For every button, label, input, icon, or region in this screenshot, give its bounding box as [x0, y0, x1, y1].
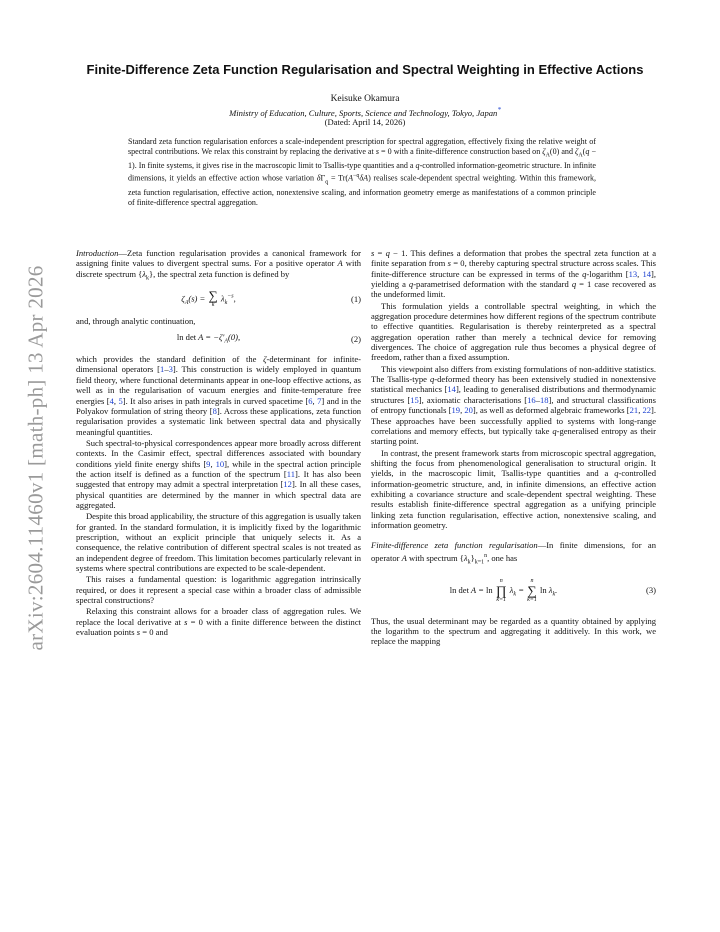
paragraph: Finite-difference zeta function regularisation—In finite dimensions, for an operator A with spectrum $\{\lambda_k\}_{k=1}^n$, one has: [371, 540, 656, 566]
math-symbol: δ: [316, 173, 321, 183]
subscript: k=1: [474, 559, 485, 566]
paragraph: Introduction—Zeta function regularisation provides a canonical framework for assigning finite values to divergent spectral sums. For a positive operator A with discrete spectrum $\{\lambda_k\}$, the spectral zeta function is defined by: [76, 248, 361, 282]
citation-link[interactable]: 4: [109, 395, 114, 406]
superscript: −q: [353, 173, 360, 180]
paragraph: This viewpoint also differs from existing formulations of non-additive statistics. The Tsallis-type q-deformed theory has been extensively studied in nonextensive statistical mechanics [14], leading to generalised distributions and thermodynamic structures [15], axiomatic characterisations [16–18], and structural classifications of entropy functionals [19, 20], as well as deformed algebraic frameworks [21, 22]. These approaches have been successfully applied to systems with long-range correlations and memory effects, but typically take q-generalised entropy as their starting point.: [371, 363, 657, 447]
citation-link[interactable]: 3: [168, 364, 173, 375]
citation-link[interactable]: 13: [628, 268, 638, 279]
abstract: Standard zeta function regularisation enforces a scale-independent prescription for spectral aggregation, effectively fixing the relative weight of spectral contributions. We relax this constraint by replacing the derivative at s = 0 with a finite-difference construction based on $\zeta_A(0)$ and $\zeta_A(q - 1)$. In finite systems, it gives rise in the macroscopic limit to Tsallis-type quantities and a q-controlled information-geometric structure. In infinite dimensions, it yields an effective action whose variation $\delta\Gamma_q = Tr(A^{-q}\delta A)$ realises scale-dependent spectral weighting. Within this framework, zeta function regularisation, effective action, nonextensive scaling, and information geometry emerge as manifestations of a common principle of finite-difference spectral aggregation.: [128, 137, 596, 207]
citation-link[interactable]: 22: [642, 405, 652, 416]
citation-link[interactable]: 15: [410, 394, 419, 405]
math-symbol: q: [552, 425, 557, 436]
math-symbol: A: [401, 552, 407, 563]
citation-link[interactable]: 1: [160, 364, 165, 375]
paragraph: Such spectral-to-physical correspondences appear more broadly across different contexts. In the Casimir effect, spectral differences associated with boundary conditions yield finite energy shifts [9, 10], while in the spectral action principle the action itself is defined as a function of the spectrum [11]. It has also been suggested that entropy may admit a spectral interpretation [12]. In all these cases, physical quantities are determined by the manner in which spectral data are aggregated.: [76, 437, 361, 510]
math-symbol: ζ: [542, 147, 546, 157]
equation-1: $\zeta_A(s)$ = ∑ k $\lambda_k^{-s}$, (1): [181, 287, 361, 308]
paragraph: This raises a fundamental question: is logarithmic aggregation intrinsically required, or does it represent a special case within a broader class of admissible spectral constructions?: [76, 574, 361, 606]
equation-number: (3): [646, 585, 656, 596]
citation-link[interactable]: 7: [317, 395, 322, 406]
math-symbol: Finite-difference zeta function regularisation: [371, 540, 538, 551]
superscript: n: [484, 552, 488, 559]
equation-2: $\ln \det A = -\zeta'_A(0)$, (2): [176, 332, 361, 345]
math-symbol: A: [348, 173, 354, 183]
math-symbol: ζ: [263, 354, 267, 365]
citation-link[interactable]: 18: [539, 394, 549, 405]
citation-link[interactable]: 14: [642, 268, 652, 279]
left-column: [76, 248, 361, 638]
citation-link[interactable]: 16: [527, 394, 536, 405]
equation-number: (1): [351, 294, 361, 305]
arxiv-id: arXiv:2604.11460v1 [math-ph] 13 Apr 2026: [23, 265, 48, 651]
math-symbol: s: [136, 627, 141, 638]
citation-link[interactable]: 14: [447, 384, 456, 395]
paragraph: and, through analytic continuation,: [76, 315, 196, 326]
subscript: A: [578, 152, 583, 159]
subscript: q: [325, 179, 329, 186]
citation-link[interactable]: 11: [286, 468, 295, 479]
affiliation-footnote-link[interactable]: *: [497, 106, 501, 114]
math-symbol: s: [184, 616, 188, 627]
math-symbol: s: [371, 248, 375, 258]
citation-link[interactable]: 20: [464, 405, 473, 416]
citation-link[interactable]: 8: [212, 405, 217, 416]
math-symbol: q: [614, 468, 619, 479]
math-symbol: Introduction: [76, 248, 119, 258]
citation-link[interactable]: 6: [308, 395, 313, 406]
math-symbol: q: [385, 248, 390, 258]
math-symbol: s: [375, 147, 379, 157]
paragraph: which provides the standard definition of the ζ-determinant for infinite-dimensional operators [1–3]. This construction is widely employed in quantum field theory, where functional determinants appear in one-loop effective actions, as well as in the regularisation of vacuum energies and finite-temperature free energies [4, 5]. It also arises in path integrals in curved spacetime [6, 7] and in the Polyakov formulation of string theory [8]. Across these applications, zeta function regularisation provides a systematic link between spectral data and physically meaningful quantities.: [76, 354, 362, 437]
math-symbol: λ: [142, 268, 146, 279]
date-line: (Dated: April 14, 2026): [324, 117, 406, 127]
author: Keisuke Okamura: [330, 94, 400, 104]
math-symbol: q: [582, 268, 587, 279]
paragraph: Relaxing this constraint allows for a broader class of aggregation rules. We replace the local derivative at s = 0 with a finite difference between the distinct evaluation points s = 0 and: [76, 606, 361, 638]
citation-link[interactable]: 10: [215, 458, 225, 469]
paragraph: s = q − 1. This defines a deformation that probes the spectral zeta function at a finite separation from s = 0, thereby capturing spectral structure across scales. This finite-difference structure can be expressed in terms of the q-logarithm [13, 14], yielding a q-parametrised deformation with the standard q = 1 case recovered as the undeformed limit.: [371, 248, 657, 300]
paragraph: In contrast, the present framework starts from microscopic spectral aggregation, shifting the focus from phenomenological generalisation to structural origin. It yields, in the macroscopic limit, Tsallis-type quantities and a q-controlled information-geometric structure, and, in infinite dimensions, an effective action exhibiting a covariance structure and scale-dependent spectral weighting. These results establish finite-difference spectral aggregation as a unifying principle linking zeta function regularisation, effective action, nonextensive scaling, and information geometry.: [371, 447, 656, 530]
math-symbol: ζ: [575, 147, 579, 157]
paragraph: This formulation yields a controllable spectral weighting, in which the aggregation procedure determines how different regions of the spectrum contribute to effective quantities. Regularisation is thereby reinterpreted as a spectral aggregation operation rather than merely a technical device for removing divergences. The choice of aggregation rule thus becomes a physical degree of freedom, rather than a fixed assumption.: [371, 300, 656, 363]
paragraph: Thus, the usual determinant may be regarded as a quantity obtained by applying the logarithm to the spectrum and aggregating it additively. In this work, we replace the mapping: [371, 615, 656, 647]
affiliation-text: Ministry of Education, Culture, Sports, Science and Technology, Tokyo, Japan: [229, 107, 498, 118]
citation-link[interactable]: 9: [206, 458, 211, 469]
citation-link[interactable]: 5: [118, 395, 123, 406]
citation-link[interactable]: 21: [629, 405, 639, 416]
equation-number: (2): [351, 334, 361, 345]
math-symbol: A: [337, 258, 343, 269]
math-symbol: q: [571, 279, 577, 290]
math-symbol: q: [408, 279, 414, 290]
math-symbol: q: [415, 161, 420, 171]
citation-link[interactable]: 12: [283, 479, 292, 490]
math-symbol: q: [430, 374, 435, 385]
math-symbol: s: [447, 258, 451, 269]
arxiv-stamp: [14, 248, 58, 668]
right-column: [371, 248, 656, 648]
subscript: A: [545, 152, 550, 159]
paper-title: Finite-Difference Zeta Function Regularisation and Spectral Weighting in Effective Actions: [86, 62, 644, 77]
paragraph: Despite this broad applicability, the structure of this aggregation is usually taken for granted. In the standard formulation, it is implicitly fixed by the logarithmic prescription, without an explicit principle that uniquely selects it. As a consequence, the relative contribution of different spectral scales is not treated as an independent degree of freedom. This limitation becomes particularly relevant in systems where spectral contributions are expected to be scale-dependent.: [76, 511, 361, 573]
math-symbol: q: [585, 147, 590, 157]
math-symbol: δA: [359, 173, 369, 183]
math-symbol: λ: [463, 552, 468, 563]
equation-3: ln det A = ln n ∏ k=1 $\lambda_k$ = n ∑ k=1 $\ln \lambda_k$. (3): [449, 577, 656, 603]
subscript: k: [145, 275, 149, 282]
subscript: k: [467, 559, 471, 566]
citation-link[interactable]: 19: [451, 405, 461, 416]
